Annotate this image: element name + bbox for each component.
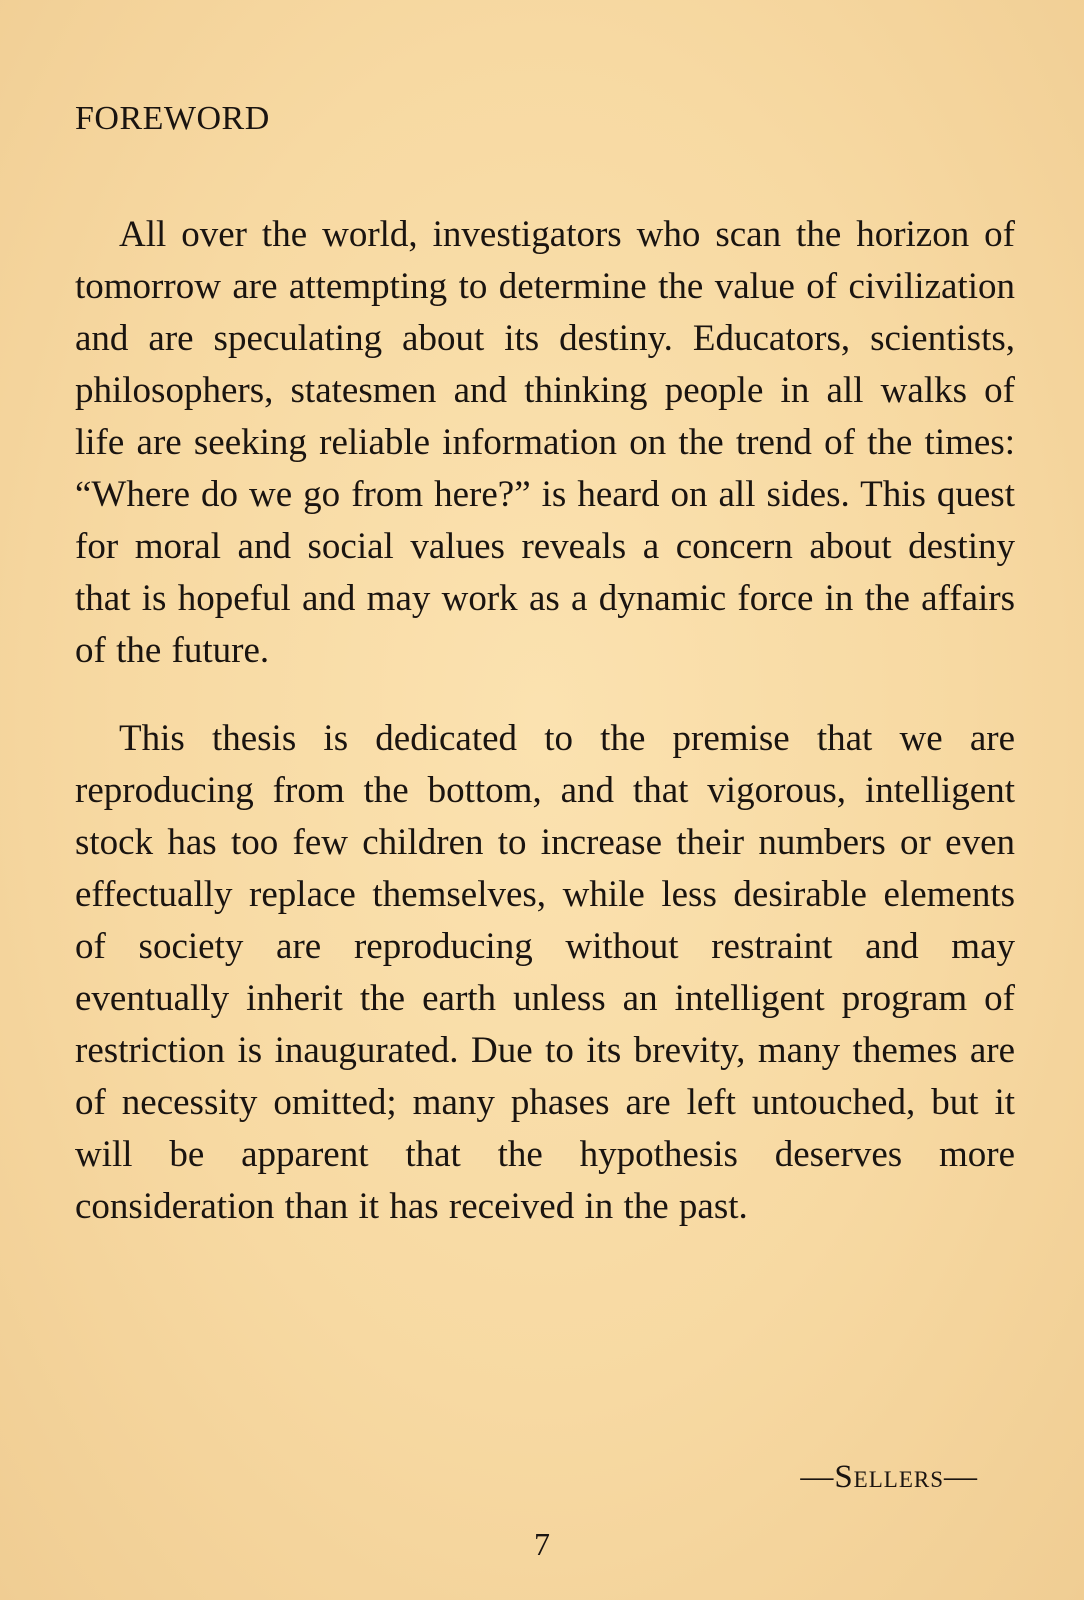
foreword-body (75, 209, 1015, 1233)
paragraph-1: All over the world, investigators who scan the horizon of tomorrow are attempting to determine the value of civilization and are speculating about its destiny. Educators, scientists, philosophers, statesmen and thinking people in all walks of life are seeking reliable information on the trend of the times: “Where do we go from here?” is heard on all sides. This quest for moral and social values reveals a concern about destiny that is hopeful and may work as a dynamic force in the affairs of the future. (75, 214, 1015, 671)
author-signature: —Sellers— (800, 1459, 978, 1495)
page-heading: FOREWORD (75, 100, 270, 137)
paragraph-2: This thesis is dedicated to the premise that we are reproducing from the bottom, and that vigorous, intelligent stock has too few children to increase their numbers or even effectually replace themselves, while less desirable elements of society are reproducing without restraint and may eventually inherit the earth unless an intelligent program of restriction is inaugurated. Due to its brevity, many themes are of necessity omitted; many phases are left untouched, but it will be apparent that the hypothesis deserves more consideration than it has received in the past. (75, 718, 1015, 1227)
page-number: 7 (534, 1526, 550, 1562)
